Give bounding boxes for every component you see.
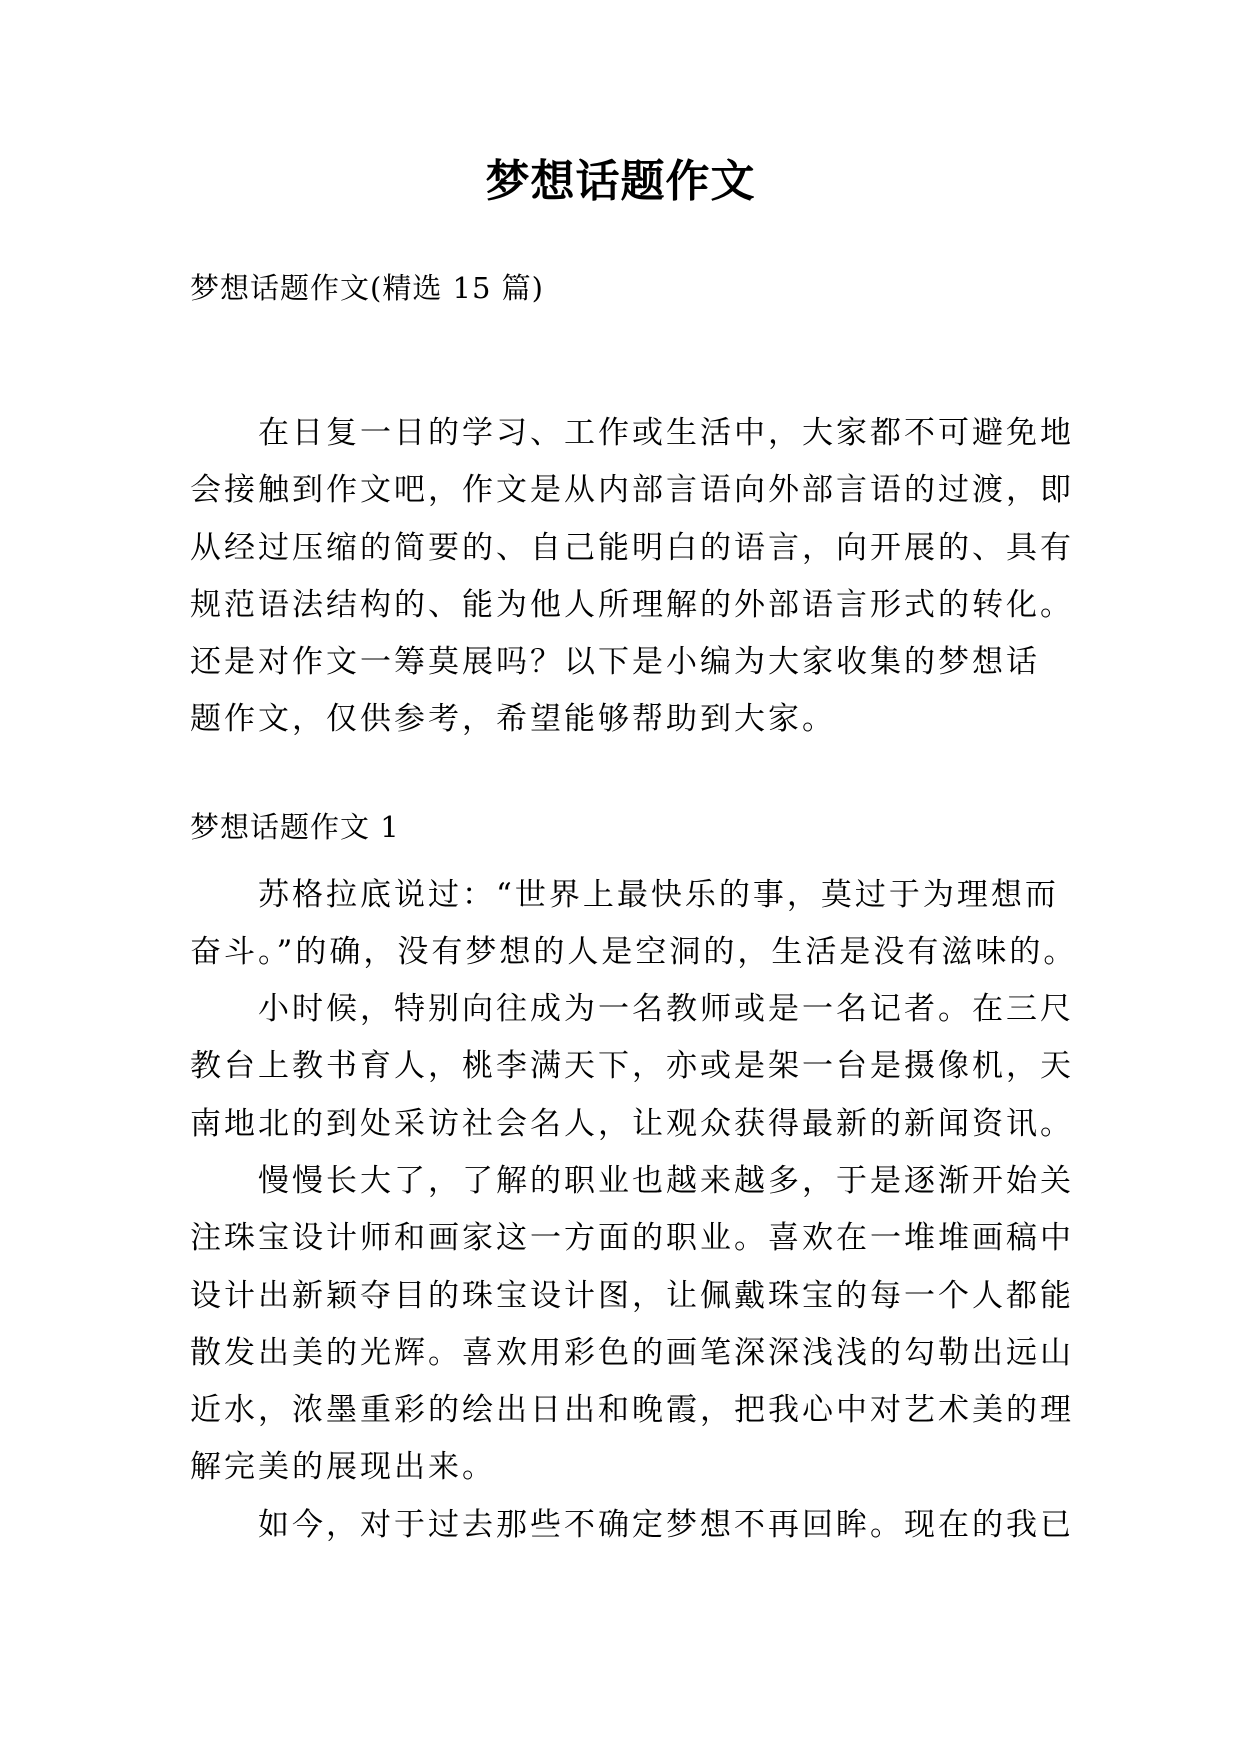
document-subtitle: 梦想话题作文(精选 15 篇) (190, 271, 544, 305)
intro-line: 题作文，仅供参考，希望能够帮助到大家。 (190, 701, 836, 738)
intro-line: 规范语法结构的、能为他人所理解的外部语言形式的转化。 (190, 586, 1074, 623)
paragraph-line: 奋斗。”的确，没有梦想的人是空洞的，生活是没有滋味的。 (190, 934, 1078, 971)
paragraph-line: 散发出美的光辉。喜欢用彩色的画笔深深浅浅的勾勒出远山 (190, 1334, 1074, 1371)
intro-line: 在日复一日的学习、工作或生活中，大家都不可避免地 (190, 415, 1074, 451)
body-paragraph (190, 1153, 1074, 1497)
paragraph-line: 教台上教书育人，桃李满天下，亦或是架一台是摄像机，天 (190, 1048, 1074, 1085)
paragraph-line: 苏格拉底说过：“世界上最快乐的事，莫过于为理想而 (190, 877, 1059, 913)
intro-paragraph (190, 405, 1074, 749)
document-title: 梦想话题作文 (485, 156, 756, 207)
paragraph-line: 慢慢长大了，了解的职业也越来越多，于是逐渐开始关 (190, 1163, 1074, 1199)
paragraph-line: 注珠宝设计师和画家这一方面的职业。喜欢在一堆堆画稿中 (190, 1220, 1074, 1257)
body-paragraph (190, 1497, 1074, 1554)
intro-line: 从经过压缩的简要的、自己能明白的语言，向开展的、具有 (190, 529, 1074, 566)
paragraph-line: 设计出新颖夺目的珠宝设计图，让佩戴珠宝的每一个人都能 (190, 1277, 1074, 1314)
intro-line: 还是对作文一筹莫展吗？以下是小编为大家收集的梦想话 (190, 644, 1040, 681)
body-paragraph (190, 981, 1074, 1153)
intro-line: 会接触到作文吧，作文是从内部言语向外部言语的过渡，即 (190, 472, 1074, 509)
paragraph-line: 南地北的到处采访社会名人，让观众获得最新的新闻资讯。 (190, 1105, 1074, 1142)
paragraph-line: 解完美的展现出来。 (190, 1449, 496, 1486)
section-heading: 梦想话题作文 1 (190, 810, 400, 844)
paragraph-line: 小时候，特别向往成为一名教师或是一名记者。在三尺 (190, 991, 1074, 1027)
body-paragraph (190, 867, 1078, 982)
paragraph-line: 如今，对于过去那些不确定梦想不再回眸。现在的我已 (190, 1507, 1074, 1543)
paragraph-line: 近水，浓墨重彩的绘出日出和晚霞，把我心中对艺术美的理 (190, 1392, 1074, 1429)
